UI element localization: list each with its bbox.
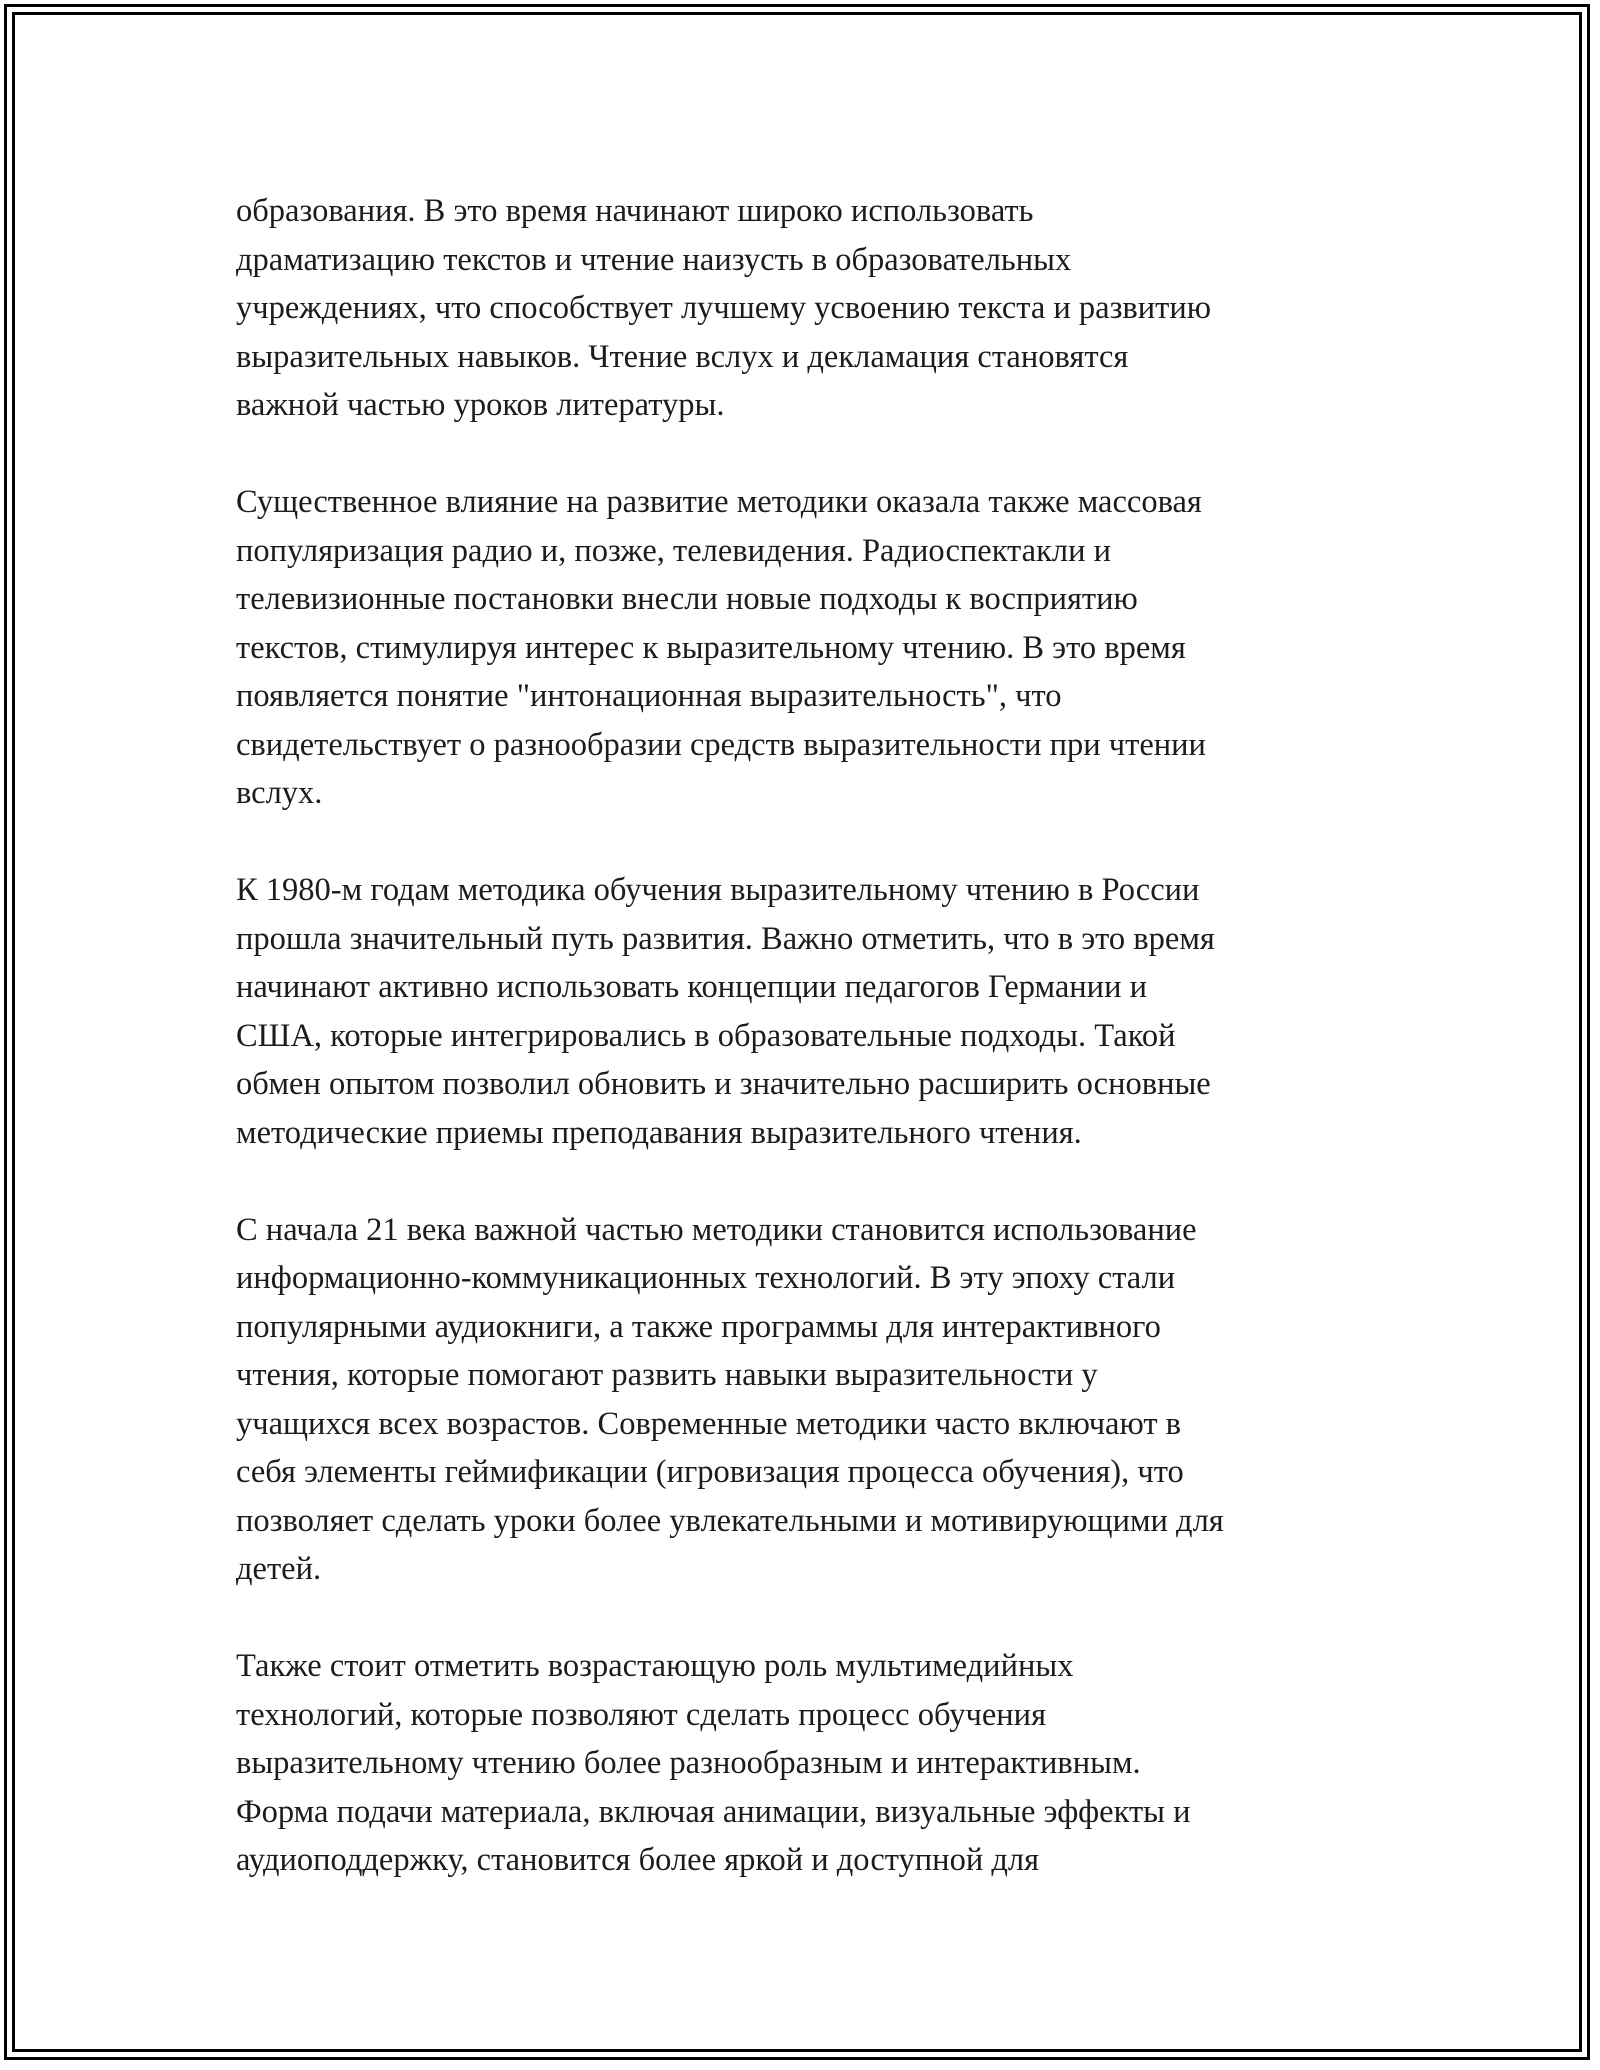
text-line: важной частью уроков литературы. [236,387,725,423]
text-line: методические приемы преподавания выразительного чтения. [236,1114,1082,1151]
paragraph [236,866,1376,1157]
text-line: начинают активно использовать концепции педагогов Германии и [236,969,1147,1005]
text-line: текстов, стимулируя интерес к выразительному чтению. В это время [236,629,1186,666]
text-line: драматизацию текстов и чтение наизусть в образовательных [236,241,1072,278]
text-line: К 1980-м годам методика обучения выразительному чтению в России [236,872,1200,908]
paragraph [236,187,1376,430]
text-line: выразительному чтению более разнообразным и интерактивным. [236,1745,1141,1781]
text-line: позволяет сделать уроки более увлекательными и мотивирующими для [236,1502,1224,1539]
text-line: чтения, которые помогают развить навыки выразительности у [236,1357,1098,1393]
document-body [236,187,1376,1933]
text-line: США, которые интегрировались в образовательные подходы. Такой [236,1017,1176,1054]
paragraph [236,1206,1376,1594]
text-line: Существенное влияние на развитие методики оказала также массовая [236,484,1202,520]
text-line: С начала 21 века важной частью методики становится использование [236,1211,1197,1248]
text-line: учащихся всех возрастов. Современные методики часто включают в [236,1405,1181,1442]
text-line: образования. В это время начинают широко использовать [236,193,1034,229]
text-line: телевизионные постановки внесли новые подходы к восприятию [236,581,1138,617]
text-line: популяризация радио и, позже, телевидения. Радиоспектакли и [236,532,1111,569]
text-line: себя элементы геймификации (игровизация процесса обучения), что [236,1454,1184,1490]
text-line: учреждениях, что способствует лучшему усвоению текста и развитию [236,290,1212,326]
paragraph [236,1642,1376,1885]
text-line: вслух. [236,775,323,811]
paragraph [236,478,1376,818]
text-line: детей. [236,1551,322,1587]
text-line: технологий, которые позволяют сделать процесс обучения [236,1696,1047,1733]
text-line: прошла значительный путь развития. Важно отметить, что в это время [236,920,1215,957]
text-line: выразительных навыков. Чтение вслух и декламация становятся [236,338,1129,375]
text-line: появляется понятие "интонационная выразительность", что [236,678,1062,714]
text-line: обмен опытом позволил обновить и значительно расширить основные [236,1066,1211,1102]
text-line: свидетельствует о разнообразии средств выразительности при чтении [236,726,1206,763]
text-line: информационно-коммуникационных технологий. В эту эпоху стали [236,1260,1176,1296]
text-line: аудиоподдержку, становится более яркой и доступной для [236,1842,1040,1878]
text-line: Форма подачи материала, включая анимации, визуальные эффекты и [236,1793,1191,1830]
text-line: Также стоит отметить возрастающую роль мультимедийных [236,1648,1074,1684]
text-line: популярными аудиокниги, а также программы для интерактивного [236,1308,1161,1345]
